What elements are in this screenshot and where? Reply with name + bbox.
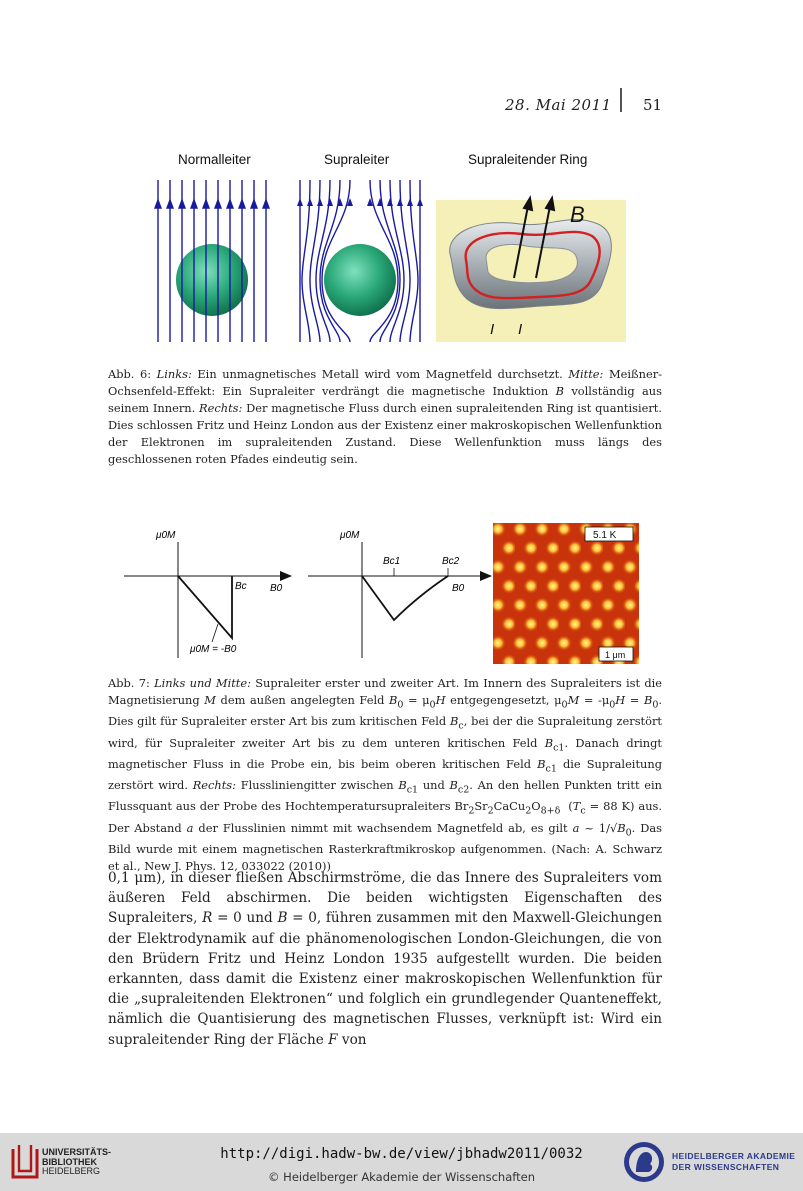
fig6-title-ring: Supraleitender Ring xyxy=(468,152,588,167)
normalleiter-panel xyxy=(155,180,269,342)
ub-logo-text: UNIVERSITÄTS- BIBLIOTHEK HEIDELBERG xyxy=(42,1147,112,1176)
header-divider xyxy=(620,88,622,112)
figure6-illustration xyxy=(150,176,630,344)
figure7-caption: Abb. 7: Links und Mitte: Supraleiter erster und zweiter Art. Im Innern des Supraleiters ist die Magnetisierung M dem außen angelegten Feld $B_0 = \mu_0H$ entgegengesetzt, $\mu_0M = -\mu_0H = B_0$. Dies gilt für Supraleiter erster Art bis zum kritischen Feld $B_c$, bei der die Supraleitung zerstört wird, für Supraleiter zweiter Art bis zu dem unteren kritischen Feld $B_{c1}$. Danach dringt magnetischer Fluss in die Probe ein, bis beim oberen kritischen Feld $B_{c1}$ die Supraleitung zerstört wird. Rechts: Flussliniengitter zwischen $B_{c1}$ und $B_{c2}$. An den hellen Punkten tritt ein Flussquant aus der Probe des Hochtemperatursupraleiters $Br_2Sr_2CaCu_2O_{8+\delta}$ ($T_c = 88$ K) aus. Der Abstand a der Flusslinien nimmt mit wachsendem Magnetfeld ab, es gilt a ~ $1/√B_0$. Das Bild wurde mit einem magnetischen Rasterkraftmikroskop aufgenommen. (Nach: A. Schwarz et al., New J. Phys. 12, 033022 (2010)) xyxy=(108,676,663,873)
supraleiter-panel xyxy=(297,180,423,342)
fig6-title-supraleiter: Supraleiter xyxy=(324,152,390,167)
hadw-seal-icon xyxy=(622,1140,666,1184)
micrograph-temperature: 5.1 K xyxy=(593,530,617,541)
figure7-plots xyxy=(118,520,492,660)
superconductor-sphere xyxy=(324,244,396,316)
type2-bc2-label: Bc2 xyxy=(442,556,460,567)
ring-panel xyxy=(436,198,626,342)
type1-annotation: μ0M = -B0 xyxy=(190,644,237,655)
ring-hole xyxy=(486,245,577,283)
fig6-title-normalleiter: Normalleiter xyxy=(178,152,251,167)
figure6-caption: Abb. 6: Links: Ein unmagnetisches Metall wird vom Magnetfeld durchsetzt. Mitte: Meißner-Ochsenfeld-Effekt: Ein Supraleiter verdrängt die magnetische Induktion B vollständig aus seinem Innern. Rechts: Der magnetische Fluss durch einen supraleitenden Ring ist quantisiert. Dies schlossen Fritz und Heinz London aus der Existenz einer makroskopischen Wellenfunktion der Elektronen im supraleitenden Zustand. Diese Wellenfunktion muss längs des geschlossenen roten Pfades eindeutig sein. xyxy=(108,367,662,466)
type1-magnetization-plot xyxy=(124,530,292,658)
hadw-logo-text: HEIDELBERGER AKADEMIE DER WISSENSCHAFTEN xyxy=(672,1151,796,1172)
type1-y-label: μ0M xyxy=(156,530,176,541)
type2-y-label: μ0M xyxy=(340,530,360,541)
page-number: 51 xyxy=(643,96,663,114)
normal-metal-sphere xyxy=(176,244,248,316)
type2-bc1-label: Bc1 xyxy=(383,556,401,567)
running-header-date: 28. Mai 2011 xyxy=(505,96,612,114)
body-paragraph: 0,1 μm), in dieser fließen Abschirmströme, die das Innere des Supraleiters vom äußeren Feld abschirmen. Die beiden wichtigsten Eigenschaften des Supraleiters, R = 0 und B = 0, führen zusammen mit den Maxwell-Gleichungen der Elektrodynamik auf die phänomenologischen London-Gleichungen, die von den Brüdern Fritz und Heinz London 1935 aufgestellt wurden. Die beiden erkannten, dass damit die Existenz einer makroskopischen Wellenfunktion für die „supraleitenden Elektronen“ und folglich ein grundlegender Quanteneffekt, nämlich die Quantisierung des magnetischen Flusses, verknüpft ist: Wird ein supraleitender Ring der Fläche F von xyxy=(108,870,662,1048)
ring-B-label: B xyxy=(570,202,585,227)
type2-x-label: B0 xyxy=(452,583,465,594)
type1-x-label: B0 xyxy=(270,583,283,594)
ring-current-mark-1: I xyxy=(490,321,495,338)
flux-lattice-micrograph xyxy=(493,523,639,664)
footer-url-link[interactable]: http://digi.hadw-bw.de/view/jbhadw2011/0032 xyxy=(220,1146,583,1162)
ring-current-mark-2: I xyxy=(518,321,523,338)
micrograph-scale: 1 μm xyxy=(605,650,626,660)
type1-bc-label: Bc xyxy=(235,581,247,592)
footer-copyright: © Heidelberger Akademie der Wissenschaften xyxy=(268,1170,535,1184)
type2-magnetization-plot xyxy=(308,530,492,658)
